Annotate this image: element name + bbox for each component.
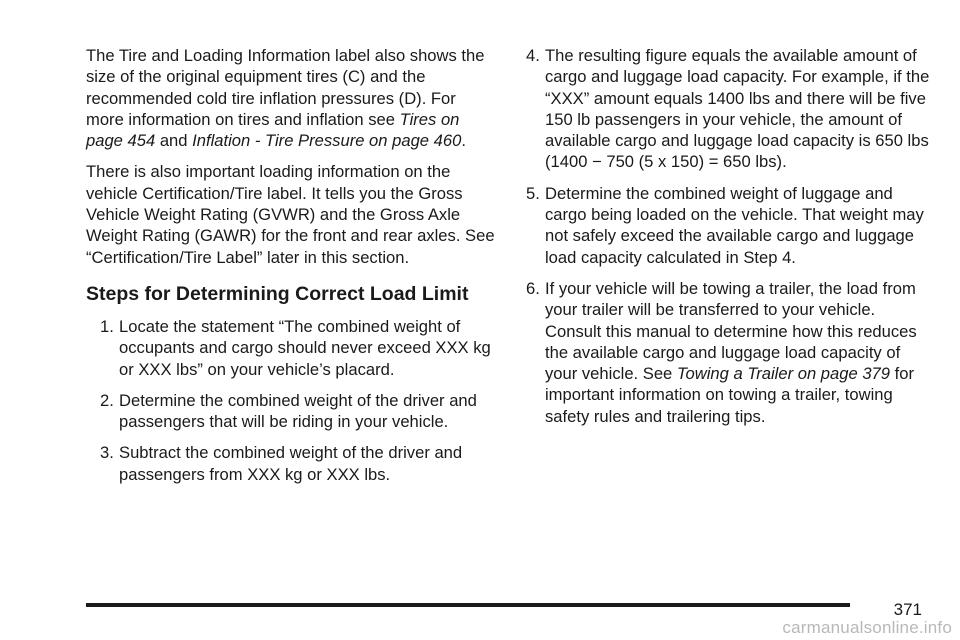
- steps-list-left: [100, 316, 496, 485]
- step-text: Subtract the combined weight of the driver and passengers from XXX kg or XXX lbs.: [119, 443, 463, 484]
- step-item: [526, 45, 932, 173]
- step-text: Determine the combined weight of luggage and cargo being loaded on the vehicle. That weight may not safely exceed the available cargo and luggage load capacity calculated in Step 4.: [545, 183, 924, 267]
- step-text-end: for important information on towing a trailer, towing safety rules and trailering tips.: [545, 364, 914, 426]
- intro-and: and: [155, 131, 193, 151]
- step-number: 3.: [100, 443, 114, 463]
- tires-page-link[interactable]: Tires on page 454: [86, 109, 460, 151]
- step-item: [100, 390, 496, 433]
- step-item: [100, 316, 496, 380]
- page-number: 371: [893, 600, 922, 619]
- intro-end: .: [461, 131, 466, 151]
- towing-page-link[interactable]: Towing a Trailer on page 379: [676, 364, 890, 384]
- step-number: 4.: [526, 46, 540, 65]
- intro-paragraph: [86, 45, 496, 151]
- step-text: Locate the statement “The combined weight of occupants and cargo should never exceed XXX kg or XXX lbs” on your vehicle’s placard.: [119, 316, 491, 379]
- loading-info-paragraph: There is also important loading information on the vehicle Certification/Tire label. It tells you the Gross Vehicle Weight Rating (GVWR) and the Gross Axle Weight Rating (GAWR) for the front and rear axles. See “Certification/Tire Label” later in this section.: [86, 162, 495, 267]
- step-item: [100, 442, 496, 485]
- step-text: Determine the combined weight of the driver and passengers that will be riding in your vehicle.: [119, 390, 477, 432]
- steps-list-right: [526, 45, 932, 427]
- step-number: 6.: [526, 278, 540, 298]
- right-column: [526, 45, 932, 437]
- step-text: The resulting figure equals the available amount of cargo and luggage load capacity. For example, if the “XXX” amount equals 1400 lbs and there will be five 150 lb passengers in your vehicle, the amount of available cargo and luggage load capacity is 650 lbs (1400 − 750 (5 x 150) = 650 lbs).: [545, 46, 930, 172]
- step-number: 1.: [100, 316, 114, 336]
- step-number: 5.: [526, 183, 540, 203]
- left-column: [86, 45, 496, 495]
- step-item: [526, 278, 932, 427]
- section-heading: Steps for Determining Correct Load Limit: [86, 282, 469, 305]
- inflation-page-link[interactable]: Inflation - Tire Pressure on page 460: [192, 131, 462, 151]
- watermark: carmanualsonline.info: [782, 618, 952, 637]
- intro-text: The Tire and Loading Information label also shows the size of the original equipment tires (C) and the recommended cold tire inflation pressures (D). For more information on tires and inflation see: [86, 46, 485, 129]
- footer-rule: [86, 603, 850, 607]
- step-item: [526, 183, 932, 268]
- step-text: If your vehicle will be towing a trailer, the load from your trailer will be transferred to your vehicle. Consult this manual to determine how this reduces the available cargo and luggage load capacity of your vehicle. See: [545, 278, 917, 384]
- step-number: 2.: [100, 390, 114, 410]
